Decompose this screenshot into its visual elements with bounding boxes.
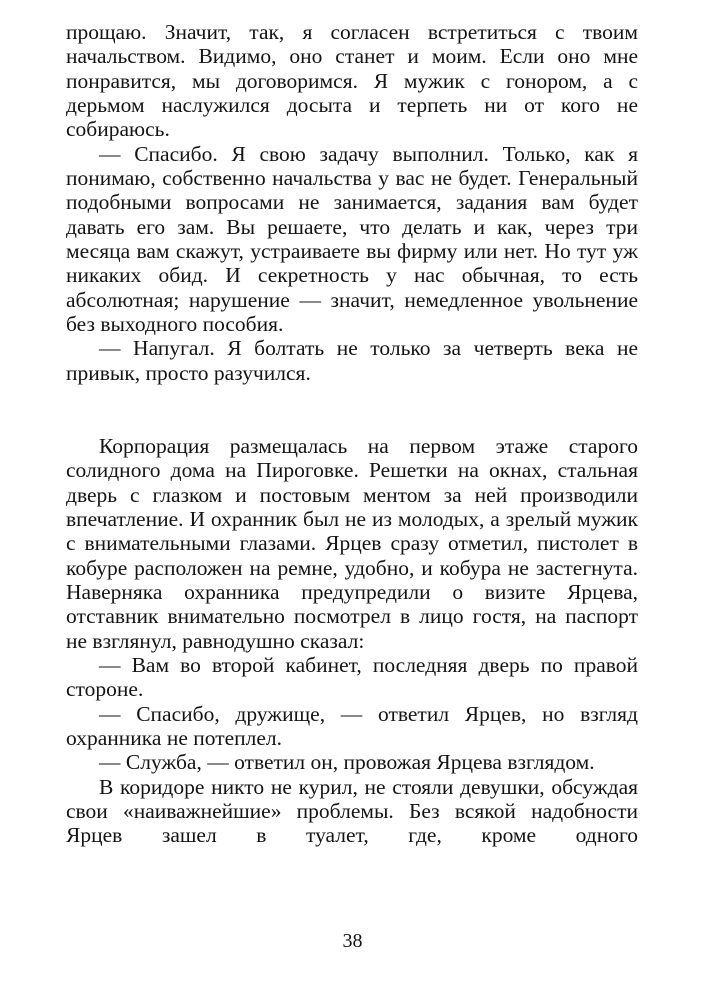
- paragraph: — Спасибо. Я свою задачу выполнил. Только, как я понимаю, собственно начальства у вас не будет. Генеральный подобными вопросами не занимается, задания вам будет давать его зам. Вы решаете, что делать и как, через три месяца вам скажут, устраиваете вы фирму или нет. Но тут уж никаких обид. И секретность у нас обычная, то есть абсолютная; нарушение — значит, немедленное увольнение без выходного пособия.: [66, 141, 638, 337]
- paragraph: — Вам во второй кабинет, последняя дверь по правой стороне.: [66, 652, 638, 702]
- paragraph: — Служба, — ответил он, провожая Ярцева взглядом.: [99, 750, 595, 775]
- section-break: [66, 385, 638, 434]
- paragraph: прощаю. Значит, так, я согласен встретиться с твоим начальством. Видимо, оно станет и моим. Если оно мне понравится, мы договоримся. Я мужик с гонором, а с дерьмом наслужился досыта и терпеть ни от кого не собираюсь.: [66, 20, 638, 142]
- book-page-body: [66, 20, 638, 848]
- paragraph: В коридоре никто не курил, не стояли девушки, обсуждая свои «наиважнейшие» проблемы. Без всякой надобности Ярцев зашел в туалет, где, кроме одного: [66, 774, 638, 848]
- page-number: 38: [342, 930, 363, 952]
- paragraph: — Спасибо, дружище, — ответил Ярцев, но взгляд охранника не потеплел.: [66, 701, 638, 750]
- paragraph: Корпорация размещалась на первом этаже старого солидного дома на Пироговке. Решетки на окнах, стальная дверь с глазком и постовым ментом за ней производили впечатление. И охранник был не из молодых, а зрелый мужик с внимательными глазами. Ярцев сразу отметил, пистолет в кобуре расположен на ремне, удобно, и кобура не застегнута. Наверняка охранника предупредили о визите Ярцева, отставник внимательно посмотрел в лицо гостя, на паспорт не взглянул, равнодушно сказал:: [66, 433, 638, 653]
- paragraph: — Напугал. Я болтать не только за четверть века не привык, просто разучился.: [66, 336, 638, 385]
